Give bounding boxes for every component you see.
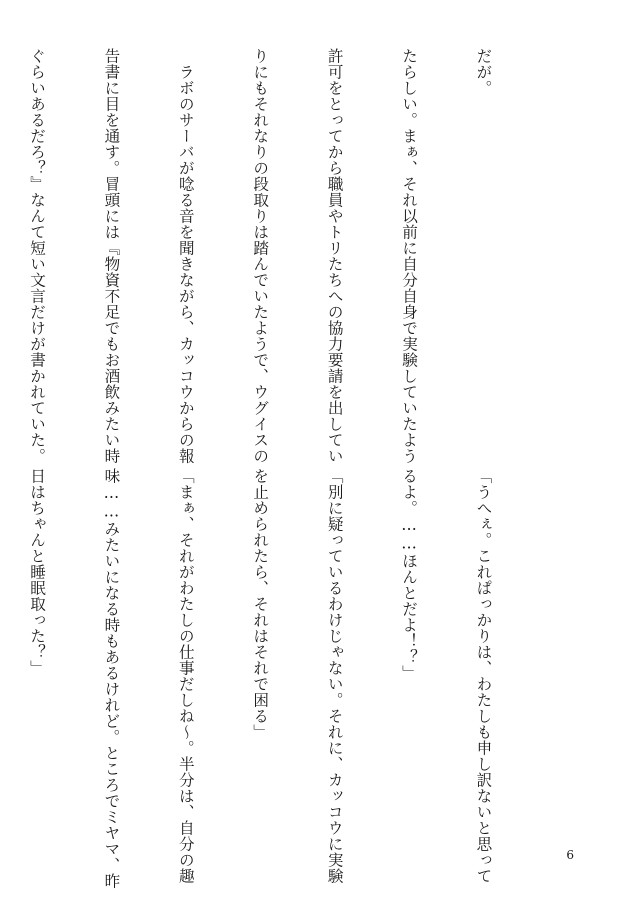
text-line: たらしい。まぁ、それ以前に自分自身で実験していたよう [400, 48, 419, 464]
text-line: るよ。……ほんとだよ！？」 [400, 468, 419, 681]
text-line: りにもそれなりの段取りは踏んでいたようで、ウグイスの [251, 48, 270, 464]
text-line: 「うへぇ。これぱっかりは、わたしも申し訳ないと思って [474, 468, 493, 884]
lower-text-block [0, 468, 545, 889]
text-line: ラボのサーバが唸る音を聞きながら、カッコウからの報 [176, 48, 195, 464]
text-line: 「まぁ、それがわたしの仕事だしね～。半分は、自分の趣 [176, 468, 195, 884]
text-line: だが。 [474, 48, 493, 96]
text-line: を止められたら、それはそれで困る」 [251, 468, 270, 740]
text-line: 告書に目を通す。冒頭には『物資不足でもお酒飲みたい時 [102, 48, 121, 464]
text-line: ぐらいあるだろ？』なんて短い文言だけが書かれていた。 [28, 48, 47, 464]
text-line: 「別に疑っているわけじゃない。それに、カッコウに実験 [325, 468, 344, 884]
text-line: 味……みたいになる時もあるけれど。ところでミヤマ、昨 [102, 468, 121, 889]
text-line: 日はちゃんと睡眠取った？」 [28, 468, 47, 676]
text-line: 許可をとってから職員やトリたちへの協力要請を出してい [325, 48, 344, 464]
page-number: 6 [566, 848, 574, 862]
upper-text-block [0, 48, 545, 464]
